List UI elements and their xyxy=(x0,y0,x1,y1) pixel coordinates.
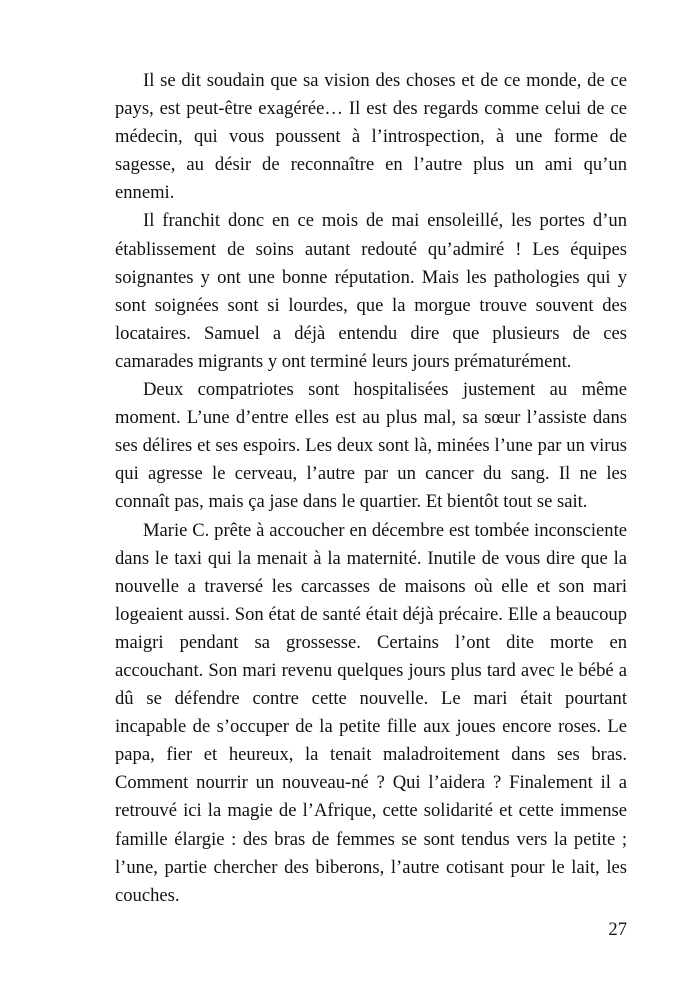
paragraph-1: Il se dit soudain que sa vision des choses et de ce monde, de ce pays, est peut-être exagérée… Il est des regards comme celui de ce médecin, qui vous poussent à l’introspection, à une forme de sagesse, au désir de reconnaître en l’autre plus un ami qu’un ennemi. xyxy=(115,70,627,204)
paragraph-2: Il franchit donc en ce mois de mai ensoleillé, les portes d’un établissement de soins autant redouté qu’admiré ! Les équipes soignantes y ont une bonne réputation. Mais les pathologies qui y sont soignées sont si lourdes, que la morgue trouve souvent des locataires. Samuel a déjà entendu dire que plusieurs de ces camarades migrants y ont terminé leurs jours prématurément. xyxy=(115,210,627,372)
paragraph-3: Deux compatriotes sont hospitalisées justement au même moment. L’une d’entre elles est au plus mal, sa sœur l’assiste dans ses délires et ses espoirs. Les deux sont là, minées l’une par un virus qui agresse le cerveau, l’autre par un cancer du sang. Il ne les connaît pas, mais ça jase dans le quartier. Et bientôt tout se sait. xyxy=(115,379,627,513)
page-number: 27 xyxy=(608,919,627,940)
page-body xyxy=(115,67,627,910)
paragraph-4: Marie C. prête à accoucher en décembre est tombée inconsciente dans le taxi qui la menait à la maternité. Inutile de vous dire que la nouvelle a traversé les carcasses de maisons où elle et son mari logeaient aussi. Son état de santé était déjà précaire. Elle a beaucoup maigri pendant sa grossesse. Certains l’ont dite morte en accouchant. Son mari revenu quelques jours plus tard avec le bébé a dû se défendre contre cette nouvelle. Le mari était pourtant incapable de s’occuper de la petite fille aux joues encore roses. Le papa, fier et heureux, la tenait maladroitement dans ses bras. Comment nourrir un nouveau-né ? Qui l’aidera ? Finalement il a retrouvé ici la magie de l’Afrique, cette solidarité et cette immense famille élargie : des bras de femmes se sont tendus vers la petite ; l’une, partie chercher des biberons, l’autre cotisant pour le lait, les couches. xyxy=(115,519,627,906)
